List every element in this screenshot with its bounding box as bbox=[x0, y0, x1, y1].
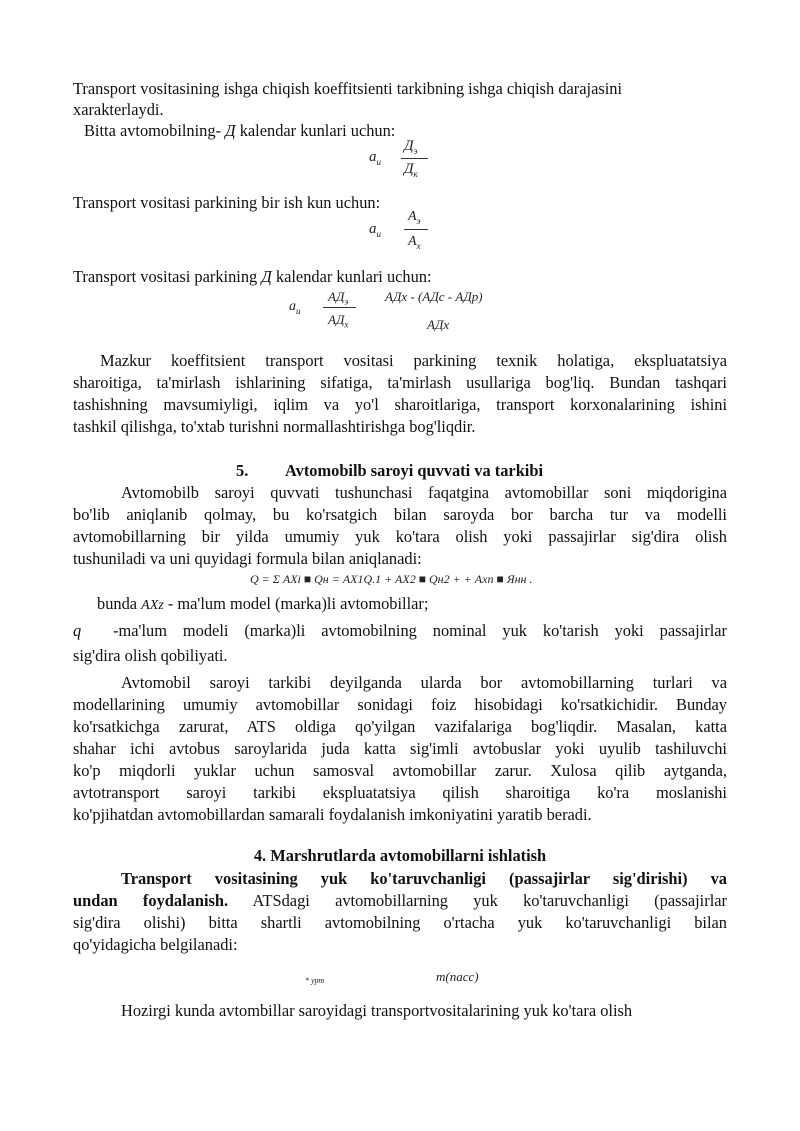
q-line-1 bbox=[73, 620, 727, 642]
single-vehicle-line bbox=[84, 120, 395, 141]
mazkur-line-2: sharoitiga, ta'mirlash ishlarining sifatiga, ta'mirlash usullariga bog'liq. Bundan tashqari bbox=[73, 373, 727, 392]
bunda-text-b: - ma'lum model (marka)li avtomobillar; bbox=[167, 594, 429, 613]
formula3-denominator: $АД_х$ bbox=[328, 312, 349, 330]
formula2-denominator: $A_х$ bbox=[408, 234, 421, 251]
formula2-lhs: $a_и$ bbox=[369, 221, 381, 239]
park-calendar-symbol: Д bbox=[261, 267, 272, 286]
formula1-numerator: $Д_э$ bbox=[404, 138, 418, 156]
section4-title: 4. Marshrutlarda avtomobillarni ishlatish bbox=[253, 846, 547, 865]
avto1-line-3: avtomobillarning bir yilda umumiy yuk ko'tara olish yoki passajirlar sig'dira olish bbox=[73, 527, 727, 546]
intro-line-2: xarakterlaydi. bbox=[73, 100, 164, 119]
bold-line-1: Transport vositasining yuk ko'taruvchanligi (passajirlar sig'dirishi) va bbox=[121, 869, 727, 888]
avto1-line-1: Avtomobilb saroyi quvvati tushunchasi faqatgina avtomobillar soni miqdorigina bbox=[121, 483, 727, 502]
mazkur-line-1: Mazkur koeffitsient transport vositasi parkining texnik holatiga, ekspluatatsiya bbox=[100, 351, 727, 370]
formula4-left: * урт bbox=[305, 976, 325, 985]
ats-line-3: qo'yidagicha belgilanadi: bbox=[73, 935, 238, 954]
tarkib-line-2: modellarining umumiy avtomobillar sonidagi foiz hisobidagi ko'rsatkichidir. Bunday bbox=[73, 695, 727, 714]
bunda-text-a: bunda bbox=[97, 594, 138, 613]
park-calendar-text-a: Transport vositasi parkining bbox=[73, 267, 258, 286]
tarkib-line-1: Avtomobil saroyi tarkibi deyilganda ularda bor avtomobillarning turlari va bbox=[121, 673, 727, 692]
formula3-lhs: $a_и$ bbox=[289, 299, 301, 316]
bold-line-2: undan foydalanish. bbox=[73, 891, 229, 910]
q-text: -ma'lum modeli (marka)li avtomobilning nominal yuk ko'tarish yoki passajirlar bbox=[113, 621, 727, 640]
section5-title: Avtomobilb saroyi quvvati va tarkibi bbox=[285, 461, 544, 480]
formula3-right-denominator: АДх bbox=[427, 317, 450, 332]
ats-line-1-text: ATSdagi avtomobillarning yuk ko'taruvchanligi (passajirlar bbox=[252, 891, 727, 910]
q-line-2: sig'dira olish qobiliyati. bbox=[73, 646, 228, 665]
avto1-line-4: tushuniladi va uni quyidagi formula bilan aniqlanadi: bbox=[73, 549, 422, 568]
section5-number: 5. bbox=[236, 461, 249, 480]
tarkib-line-4: shahar ichi avtobus saroylarida juda katta sig'imli avtobuslar yoki uyulib tashiluvchi bbox=[73, 739, 727, 758]
bunda-line bbox=[97, 593, 428, 616]
avto1-line-2: bo'lib aniqlanib qolmay, bu ko'rsatgich bilan saroyda bor barcha tur va modelli bbox=[73, 505, 727, 524]
formula2-fraction-bar bbox=[404, 229, 428, 230]
tarkib-line-3: ko'rsatkichga zarurat, ATS oldiga qo'yilgan vazifalariga bog'liqdir. Masalan, katta bbox=[73, 717, 727, 736]
mazkur-line-4: tashkil qilishga, to'xtab turishni normallashtirishga bog'liqdir. bbox=[73, 417, 476, 436]
park-calendar-line bbox=[73, 266, 432, 287]
ats-line-2: sig'dira olishi) bitta shartli avtomobilning o'rtacha yuk ko'taruvchanligi bilan bbox=[73, 913, 727, 932]
last-line: Hozirgi kunda avtombillar saroyidagi transportvositalarining yuk ko'tara olish bbox=[121, 1001, 633, 1020]
mazkur-line-3: tashishning mavsumiyligi, iqlim va yo'l sharoitlariga, transport korxonalarining ishini bbox=[73, 395, 727, 414]
single-vehicle-text-b: kalendar kunlari uchun: bbox=[239, 121, 396, 140]
formula3-fraction-bar bbox=[323, 307, 356, 308]
formula1-fraction-bar bbox=[401, 158, 428, 159]
formula1-lhs: $a_и$ bbox=[369, 149, 381, 167]
park-workday-line: Transport vositasi parkining bir ish kun uchun: bbox=[73, 193, 381, 212]
intro-line-1: Transport vositasining ishga chiqish koeffitsienti tarkibning ishga chiqish darajasini bbox=[73, 79, 623, 98]
tarkib-line-7: ko'pjihatdan avtomobillardan samarali foydalanish imkoniyatini yaratib beradi. bbox=[73, 805, 592, 824]
formula-capacity: Q = Σ AXi ■ Qн = AX1Q.1 + AX2 ■ Qн2 + + Axn ■ Янн . bbox=[250, 572, 533, 586]
tarkib-line-6: avtotransport saroyi tarkibi ekspluatatsiya qilish sharoitiga ko'ra moslanishi bbox=[73, 783, 727, 802]
single-vehicle-symbol: Д bbox=[225, 121, 236, 140]
formula1-denominator: $Д_к$ bbox=[404, 161, 418, 179]
q-symbol: q bbox=[73, 621, 82, 640]
ats-line-1 bbox=[73, 890, 727, 912]
formula4-right: т(пасс) bbox=[436, 969, 479, 984]
tarkib-line-5: ko'p miqdorli yuklar uchun samosval avtomobillar zarur. Xulosa qilib aytganda, bbox=[73, 761, 727, 780]
single-vehicle-text-a: Bitta avtomobilning- bbox=[84, 121, 222, 140]
bunda-symbol: AXz bbox=[141, 598, 164, 613]
formula3-right-numerator: АДх - (АДс - АДр) bbox=[385, 289, 483, 304]
park-calendar-text-b: kalendar kunlari uchun: bbox=[275, 267, 432, 286]
formula2-numerator: $A_э$ bbox=[408, 209, 421, 226]
formula3-numerator: $АД_э$ bbox=[328, 289, 349, 307]
